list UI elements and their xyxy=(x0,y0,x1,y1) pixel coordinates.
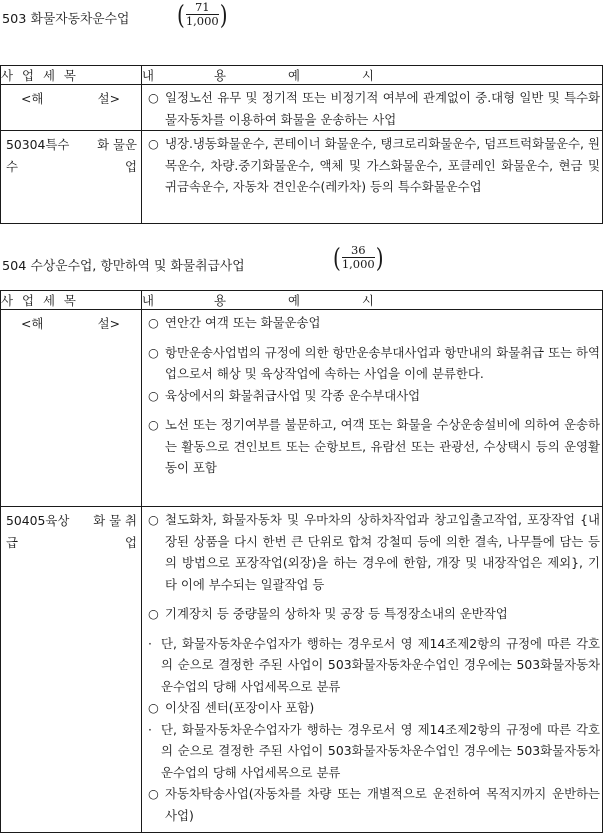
rate-denominator: 1,000 xyxy=(341,257,375,271)
header-business-item: 사업세목 xyxy=(1,291,142,310)
table-row xyxy=(1,310,603,507)
rate-denominator: 1,000 xyxy=(185,14,219,28)
row-label-explanation: <해 설> xyxy=(21,91,120,106)
list-item: ○ 일정노선 유무 및 정기적 또는 비정기적 여부에 관계없이 중.대형 일반 및 특수화물자동차를 이용하여 화물을 운송하는 사업 xyxy=(148,90,600,127)
row-label-explanation: <해 설> xyxy=(21,316,120,331)
section2-rate-fraction: ( $\frac{36}{1,000}$ ) xyxy=(333,241,384,274)
list-item: ○ 자동차탁송사업(자동차를 차량 또는 개별적으로 운전하여 목적지까지 운반하는 사업) xyxy=(148,786,600,823)
list-item: ○ 노선 또는 정기여부를 불문하고, 여객 또는 화물을 수상운송설비에 의하여 운송하는 활동으로 견인보트 또는 순항보트, 유람선 또는 관광선, 수상택시 등의 운영활동이 포함 xyxy=(148,417,600,475)
list-item: ○ 냉장.냉동화물운수, 콘테이너 화물운수, 탱크로리화물운수, 덤프트럭화물운수, 원목운수, 차량.중기화물운수, 액체 및 가스화물운수, 포클레인 화물운수, 현금 및 귀금속운수, 자동차 견인운수(레카차) 등의 특수화물운수업 xyxy=(148,136,600,194)
list-item: · 단, 화물자동차운수업자가 행하는 경우로서 영 제14조제2항의 규정에 따른 각호의 순으로 결정한 주된 사업이 503화물자동차운수업인 경우에는 503화물자동차운수업의 당해 사업세목으로 분류 xyxy=(148,721,600,780)
row-label-business-code: 50304특수 화 물운 수 업 xyxy=(6,137,137,174)
list-item: ○ 철도화차, 화물자동차 및 우마차의 상하차작업과 창고입출고작업, 포장작업 {내장된 상품을 다시 한번 큰 단위로 합쳐 강철띠 등에 의한 결속, 나무틀에 담는 등의 방법으로 포장작업(외장)을 하는 경우에 한함, 개장 및 내장작업은 제외}, 기타 이에 부수되는 일괄작업 등 xyxy=(148,512,600,592)
table-header-row xyxy=(1,291,603,310)
rate-numerator: 71 xyxy=(194,0,210,14)
row-label-business-code: 50405육상 화 물 취 급 업 xyxy=(6,513,137,550)
rate-numerator: 36 xyxy=(350,243,366,257)
section1-rate-fraction: ( $\frac{71}{1,000}$ ) xyxy=(177,0,228,31)
list-item: · 단, 화물자동차운수업자가 행하는 경우로서 영 제14조제2항의 규정에 따른 각호의 순으로 결정한 주된 사업이 503화물자동차운수업인 경우에는 503화물자동차운수업의 당해 사업세목으로 분류 xyxy=(148,635,600,694)
table-row xyxy=(1,507,603,833)
table-header-row xyxy=(1,66,603,85)
header-content-examples: 내 용 예 시 xyxy=(142,291,603,310)
list-item: ○ 육상에서의 화물취급사업 및 각종 운수부대사업 xyxy=(148,387,421,403)
list-item: ○ 기계장치 등 중량물의 상하차 및 공장 등 특정장소내의 운반작업 xyxy=(148,606,508,621)
section1-heading: 503 화물자동차운수업 xyxy=(2,12,130,27)
table-row xyxy=(1,85,603,131)
header-business-item: 사업세목 xyxy=(1,66,142,85)
table-row xyxy=(1,131,603,224)
list-item: ○ 연안간 여객 또는 화물운송업 xyxy=(148,315,321,330)
section2-heading: 504 수상운수업, 항만하역 및 화물취급사업 xyxy=(2,259,245,274)
list-item: ○ 이삿짐 센터(포장이사 포함) xyxy=(148,700,315,715)
section2-table xyxy=(0,290,603,833)
list-item: ○ 항만운송사업법의 규정에 의한 항만운송부대사업과 항만내의 화물취급 또는 하역업으로서 해상 및 육상작업에 속하는 사업을 이에 분류한다. xyxy=(148,344,600,381)
section1-table xyxy=(0,65,603,224)
header-content-examples: 내 용 예 시 xyxy=(142,66,603,85)
